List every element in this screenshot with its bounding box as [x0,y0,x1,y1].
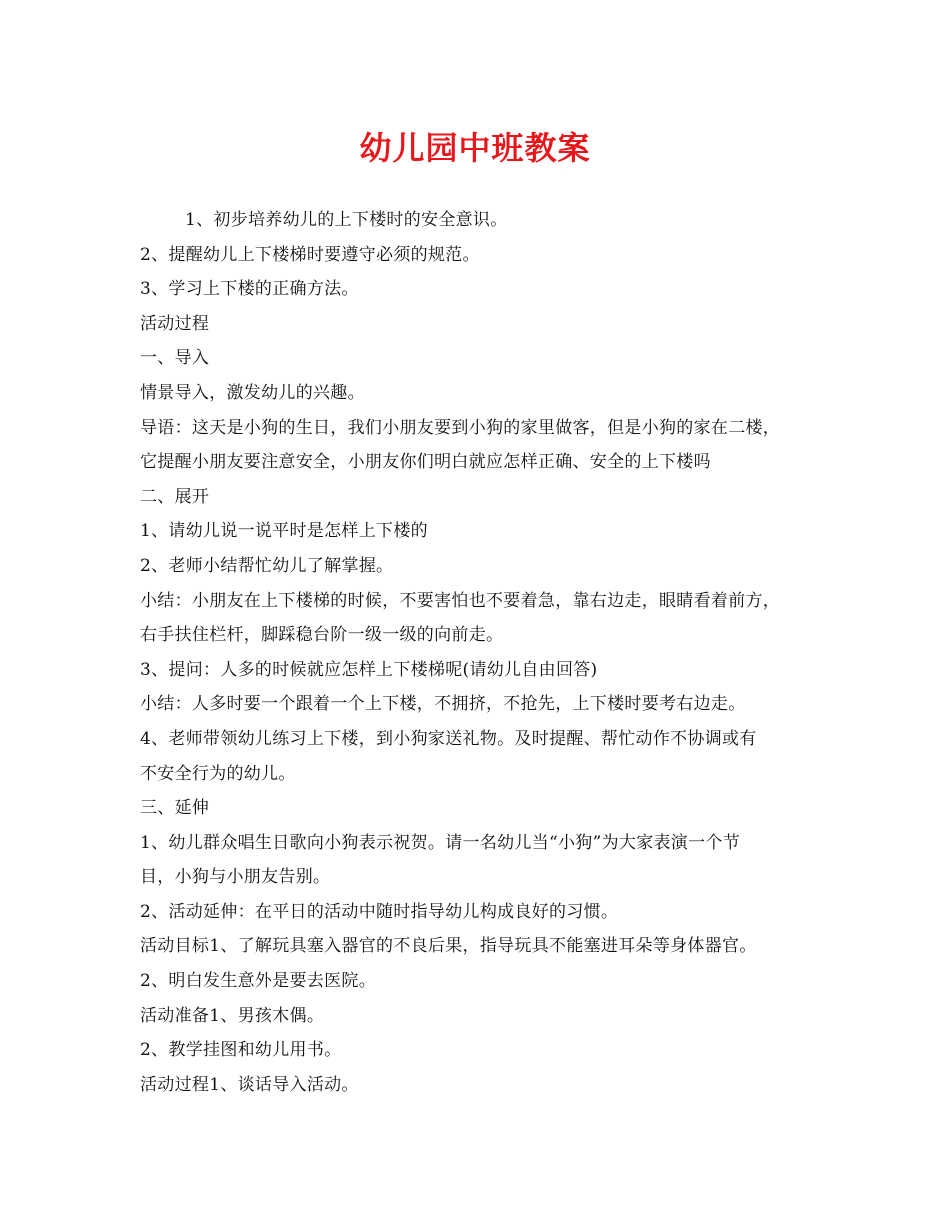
paragraph-line: 3、学习上下楼的正确方法。 [140,279,359,300]
paragraph-line: 活动过程1、谈话导入活动。 [140,1074,359,1095]
paragraph-line: 1、幼儿群众唱生日歌向小狗表示祝贺。请一名幼儿当“小狗”为大家表演一个节 [140,832,740,853]
paragraph-line: 2、教学挂图和幼儿用书。 [140,1040,342,1061]
paragraph-line: 导语：这天是小狗的生日，我们小朋友要到小狗的家里做客，但是小狗的家在二楼， [140,417,781,438]
section-heading: 一、导入 [140,348,210,369]
paragraph-line: 2、活动延伸：在平日的活动中随时指导幼儿构成良好的习惯。 [140,901,619,922]
paragraph-line: 1、初步培养幼儿的上下楼时的安全意识。 [185,210,508,230]
section-heading: 三、延伸 [140,798,210,819]
paragraph-line: 它提醒小朋友要注意安全，小朋友你们明白就应怎样正确、安全的上下楼吗 [140,452,711,473]
paragraph-line: 目，小狗与小朋友告别。 [140,867,331,888]
paragraph-line: 右手扶住栏杆，脚踩稳台阶一级一级的向前走。 [140,625,504,646]
section-heading: 二、展开 [140,486,210,507]
paragraph-line: 1、请幼儿说一说平时是怎样上下楼的 [140,521,428,542]
paragraph-line: 2、老师小结帮忙幼儿了解掌握。 [140,555,394,576]
paragraph-line: 2、明白发生意外是要去医院。 [140,971,377,992]
paragraph-line: 3、提问：人多的时候就应怎样上下楼梯呢(请幼儿自由回答) [140,659,598,680]
document-body [140,203,840,1102]
paragraph-line: 2、提醒幼儿上下楼梯时要遵守必须的规范。 [140,244,480,265]
paragraph-line: 情景导入，激发幼儿的兴趣。 [140,382,365,403]
paragraph-line: 不安全行为的幼儿。 [140,763,296,784]
section-heading: 活动过程 [140,313,210,334]
paragraph-line: 4、老师带领幼儿练习上下楼，到小狗家送礼物。及时提醒、帮忙动作不协调或有 [140,728,757,749]
paragraph-line: 小结：小朋友在上下楼梯的时候，不要害怕也不要着急，靠右边走，眼睛看着前方， [140,590,781,611]
paragraph-line: 小结：人多时要一个跟着一个上下楼，不拥挤，不抢先，上下楼时要考右边走。 [140,694,746,715]
paragraph-line: 活动准备1、男孩木偶。 [140,1005,325,1026]
page-title: 幼儿园中班教案 [359,129,591,167]
paragraph-line: 活动目标1、了解玩具塞入器官的不良后果，指导玩具不能塞进耳朵等身体器官。 [140,936,757,957]
